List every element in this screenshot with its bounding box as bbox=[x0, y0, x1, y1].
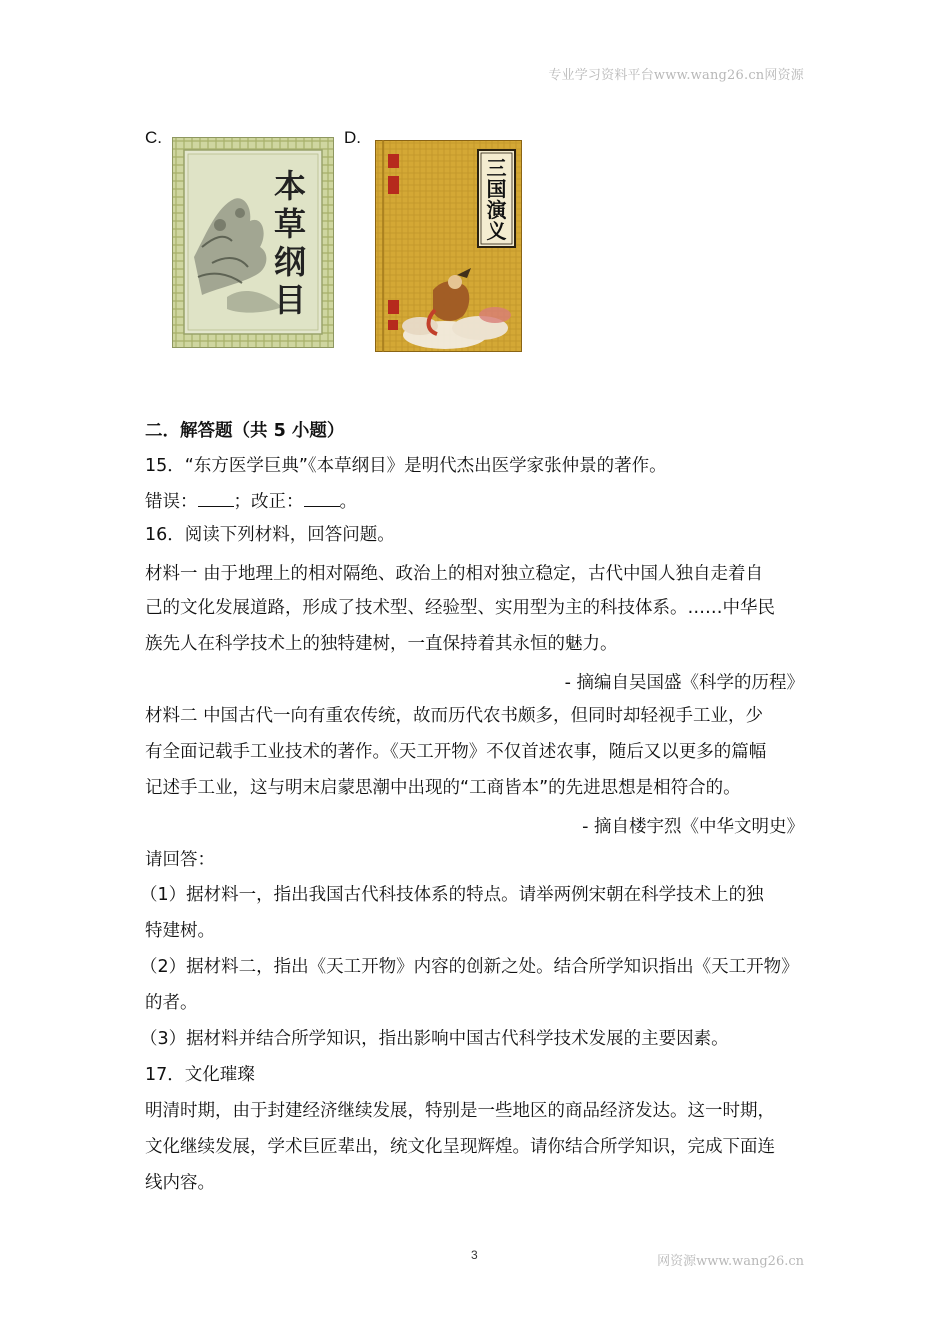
svg-text:国: 国 bbox=[486, 177, 507, 201]
page-header: 专业学习资料平台www.wang26.cn网资源 bbox=[548, 68, 804, 83]
option-d-label: D. bbox=[344, 128, 361, 147]
q16-material1-source: - 摘编自吴国盛《科学的历程》 bbox=[564, 673, 804, 693]
bencao-title-text bbox=[274, 167, 306, 319]
section-title: 二．解答题（共 5 小题） bbox=[145, 421, 345, 441]
q16-sub3: （3）据材料并结合所学知识，指出影响中国古代科学技术发展的主要因素。 bbox=[140, 1029, 729, 1049]
q16-sub1-line1: （1）据材料一，指出我国古代科技体系的特点。请举两例宋朝在科学技术上的独 bbox=[140, 885, 764, 905]
svg-text:演: 演 bbox=[486, 198, 507, 222]
footer-watermark: 网资源www.wang26.cn bbox=[657, 1254, 804, 1269]
svg-text:草: 草 bbox=[273, 205, 307, 243]
page-number: 3 bbox=[471, 1248, 478, 1262]
q15-answer-mid: ；改正： bbox=[233, 492, 304, 512]
q16-intro: 16．阅读下列材料，回答问题。 bbox=[145, 525, 395, 545]
svg-text:义: 义 bbox=[486, 219, 507, 243]
q15-correction-blank[interactable] bbox=[304, 492, 340, 507]
q15-answer-prefix: 错误： bbox=[145, 492, 198, 512]
svg-text:三: 三 bbox=[486, 156, 507, 180]
bencao-gangmu-cover-image bbox=[172, 137, 334, 348]
q16-material2-source: - 摘自楼宇烈《中华文明史》 bbox=[582, 817, 804, 837]
q15-answer-end: 。 bbox=[339, 492, 357, 512]
q16-material1-line2: 己的文化发展道路，形成了技术型、经验型、实用型为主的科技体系。……中华民 bbox=[145, 598, 775, 618]
bencao-cover-svg bbox=[172, 137, 334, 348]
q15-text: 15．“东方医学巨典”《本草纲目》是明代杰出医学家张仲景的著作。 bbox=[145, 456, 667, 476]
svg-text:纲: 纲 bbox=[273, 243, 307, 281]
q16-sub1-line2: 特建树。 bbox=[145, 921, 215, 941]
q17-line3: 线内容。 bbox=[145, 1173, 215, 1193]
q17-line2: 文化继续发展，学术巨匠辈出，统文化呈现辉煌。请你结合所学知识，完成下面连 bbox=[145, 1137, 775, 1157]
q16-material2-line1: 材料二 中国古代一向有重农传统，故而历代农书颇多，但同时却轻视手工业，少 bbox=[145, 706, 764, 726]
q16-material2-line3: 记述手工业，这与明末启蒙思潮中出现的“工商皆本”的先进思想是相符合的。 bbox=[145, 778, 741, 798]
q15-answer-line bbox=[145, 491, 357, 513]
svg-text:目: 目 bbox=[273, 281, 307, 319]
q15-error-blank[interactable] bbox=[198, 492, 234, 507]
q16-ask: 请回答： bbox=[145, 850, 215, 870]
sanguo-yanyi-cover-image bbox=[375, 140, 522, 352]
q16-material1-line3: 族先人在科学技术上的独特建树，一直保持着其永恒的魅力。 bbox=[145, 634, 618, 654]
q17-title: 17．文化璀璨 bbox=[145, 1065, 255, 1085]
sanguo-title-text bbox=[486, 156, 509, 243]
q16-material1-line1: 材料一 由于地理上的相对隔绝、政治上的相对独立稳定，古代中国人独自走着自 bbox=[145, 564, 764, 584]
sanguo-cover-svg bbox=[375, 140, 522, 352]
q16-sub2-line1: （2）据材料二，指出《天工开物》内容的创新之处。结合所学知识指出《天工开物》 bbox=[140, 957, 799, 977]
q16-material2-line2: 有全面记载手工业技术的著作。《天工开物》不仅首述农事，随后又以更多的篇幅 bbox=[145, 742, 767, 762]
q17-line1: 明清时期，由于封建经济继续发展，特别是一些地区的商品经济发达。这一时期， bbox=[145, 1101, 775, 1121]
svg-text:本: 本 bbox=[273, 167, 307, 205]
q16-sub2-line2: 的者。 bbox=[145, 993, 198, 1013]
option-c-label: C. bbox=[145, 128, 162, 147]
